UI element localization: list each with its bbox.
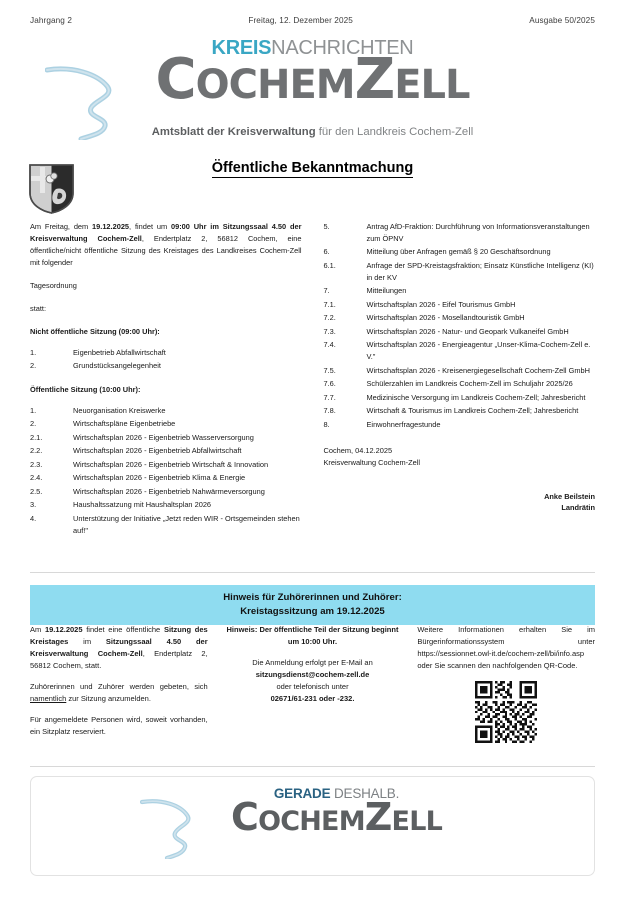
agenda-item [30, 360, 302, 372]
notice-phone-number: 02671/61-231 oder -232. [270, 694, 355, 703]
public-agenda-list-right [324, 221, 596, 431]
agenda-item-text: Wirtschaftsplan 2026 - Mosellandtouristik GmbH [366, 313, 525, 323]
notice-registration-paragraph: Zuhörerinnen und Zuhörer werden gebeten, sich namentlich zur Sitzung anzumelden. [30, 682, 208, 703]
ad-deshalb-text: DESHALB. [333, 786, 400, 801]
ad-logo-ochem: OCHEM [258, 806, 365, 837]
agenda-item-number: 2.5. [30, 486, 43, 496]
notice-banner-line1: Hinweis für Zuhörerinnen und Zuhörer: [223, 592, 402, 603]
ad-logo-ell: ELL [391, 806, 442, 837]
logo-c: C [155, 47, 196, 112]
agenda-item-text: Einwohnerfragestunde [366, 419, 441, 429]
agenda-item-text: Wirtschaftspläne Eigenbetriebe [73, 419, 176, 429]
signature-block [324, 445, 596, 469]
agenda-item-number: 7.5. [323, 365, 336, 375]
agenda-item-number: 2.3. [30, 459, 43, 469]
signatory-role: Landrätin [561, 502, 595, 512]
logo-ell: ELL [394, 62, 470, 108]
agenda-item-text: Wirtschaftsplan 2026 - Eifel Tourismus GmbH [366, 299, 516, 309]
agenda-item-text: Wirtschaftsplan 2026 - Eigenbetrieb Abfallwirtschaft [73, 446, 242, 456]
agenda-item [324, 419, 596, 431]
agenda-item-text: Wirtschaftsplan 2026 - Kreisenergiegesellschaft Cochem-Zell GmbH [366, 365, 590, 375]
agenda-item [30, 499, 302, 511]
issue-date: Freitag, 12. Dezember 2025 [248, 16, 353, 25]
agenda-item-text: Wirtschaft & Tourismus im Landkreis Cochem-Zell; Jahresbericht [366, 406, 579, 416]
ad-gerade-word: GERADE [273, 786, 331, 801]
agenda-item-text: Unterstützung der Initiative „Jetzt reden WIR - Ortsgemeinden stehen auf!" [73, 513, 300, 535]
notice-column-3 [417, 624, 595, 743]
agenda-item [324, 326, 596, 338]
ad-logo-c: C [231, 795, 259, 839]
statt-word: statt: [30, 303, 47, 313]
notice-email-intro: Die Anmeldung erfolgt per E-Mail an [252, 658, 373, 667]
agenda-item-text: Anfrage der SPD-Kreistagsfraktion; Einsatz Künstliche Intelligenz (KI) in der KV [366, 260, 594, 282]
notice-session-paragraph: Am 19.12.2025 findet eine öffentliche Sitzung des Kreistages im Sitzungssaal 4.50 der Kreisverwaltung Cochem-Zell, Endertplatz 2, 56812 Cochem, statt. [30, 625, 208, 670]
advertisement-logo [0, 786, 625, 870]
agenda-item-number: 2. [30, 361, 37, 371]
agenda-item-text: Wirtschaftsplan 2026 - Natur- und Geopark Vulkaneifel GmbH [366, 326, 569, 336]
agenda-item [30, 418, 302, 430]
agenda-item-number: 7.2. [323, 313, 336, 323]
subtitle-bold: Amtsblatt der Kreisverwaltung [151, 126, 316, 138]
agenda-item [30, 405, 302, 417]
signature-name-block [324, 491, 596, 513]
section-divider [30, 572, 595, 573]
qr-code-icon [475, 681, 537, 743]
spacer [30, 374, 302, 384]
agenda-item-number: 1. [30, 405, 37, 415]
agenda-item [324, 405, 596, 417]
notice-columns [30, 624, 595, 743]
agenda-item [30, 486, 302, 498]
agenda-item-text: Wirtschaftsplan 2026 - Eigenbetrieb Wirtschaft & Innovation [73, 459, 269, 469]
subtitle-rest: für den Landkreis Cochem-Zell [315, 126, 474, 138]
agenda-item-number: 7.8. [323, 406, 336, 416]
agenda-item-text: Schülerzahlen im Landkreis Cochem-Zell im Schuljahr 2025/26 [366, 379, 573, 389]
agenda-item-text: Mitteilung über Anfragen gemäß § 20 Geschäftsordnung [366, 247, 551, 257]
signature-authority: Kreisverwaltung Cochem-Zell [323, 457, 421, 467]
notice-email-address: sitzungsdienst@cochem-zell.de [255, 670, 370, 679]
agenda-item [324, 221, 596, 245]
agenda-item-text: Wirtschaftsplan 2026 - Eigenbetrieb Klima & Energie [73, 473, 246, 483]
agenda-item [324, 246, 596, 258]
agenda-item [30, 445, 302, 457]
agenda-item [324, 392, 596, 404]
issue-number: Ausgabe 50/2025 [529, 16, 595, 25]
nonpublic-session-title: Nicht öffentliche Sitzung (09:00 Uhr): [30, 326, 160, 336]
agenda-item-number: 7.1. [323, 299, 336, 309]
agenda-item [324, 312, 596, 324]
agenda-column-right [324, 221, 596, 538]
agenda-item-number: 3. [30, 500, 37, 510]
agenda-item [30, 432, 302, 444]
notice-column-2 [224, 624, 402, 743]
agenda-item-text: Haushaltssatzung mit Haushaltsplan 2026 [73, 500, 212, 510]
notice-banner-line2: Kreistagssitzung am 19.12.2025 [240, 605, 385, 617]
agenda-item [30, 472, 302, 484]
agenda-item-text: Eigenbetrieb Abfallwirtschaft [73, 347, 166, 357]
kreis-word: KREIS [211, 37, 272, 59]
agenda-item [324, 299, 596, 311]
agenda-item-number: 8. [323, 419, 330, 429]
agenda-item-number: 2.2. [30, 446, 43, 456]
agenda-item-number: 2.4. [30, 473, 43, 483]
agenda-item-text: Grundstücksangelegenheit [73, 361, 161, 371]
agenda-item-number: 7.7. [323, 392, 336, 402]
logo-ochem: OCHEM [195, 62, 355, 108]
agenda-item-number: 5. [323, 222, 330, 231]
agenda-item [30, 513, 302, 537]
agenda-item-number: 1. [30, 347, 37, 357]
nonpublic-agenda-list [30, 347, 302, 372]
public-agenda-list-left [30, 405, 302, 537]
notice-seat-paragraph: Für angemeldete Personen wird, soweit vorhanden, ein Sitzplatz reserviert. [30, 715, 208, 736]
agenda-item-number: 7.4. [323, 340, 336, 350]
agenda-item [324, 339, 596, 363]
agenda-item-number: 7.6. [323, 379, 336, 389]
agenda-item-number: 4. [30, 513, 37, 523]
public-session-title: Öffentliche Sitzung (10:00 Uhr): [30, 384, 141, 394]
masthead-topline [30, 16, 595, 25]
ad-logo-z: Z [364, 795, 392, 839]
nachrichten-word: NACHRICHTEN [271, 37, 414, 59]
notice-start-time-hint: Hinweis: Der öffentliche Teil der Sitzung beginnt um 10:00 Uhr. [226, 625, 399, 646]
agenda-columns [30, 221, 595, 538]
agenda-item-text: Medizinische Versorgung im Landkreis Cochem-Zell; Jahresbericht [366, 392, 586, 402]
agenda-item-text: Wirtschaftsplan 2026 - Energieagentur „Unser-Klima-Cochem-Zell e. V." [366, 340, 591, 362]
signature-place-date: Cochem, 04.12.2025 [323, 445, 393, 455]
notice-column-1 [30, 624, 208, 743]
ad-cochemzell-wordmark [0, 795, 625, 839]
signatory-name: Anke Beilstein [544, 491, 595, 501]
notice-contact-block [224, 657, 402, 705]
agenda-item [324, 378, 596, 390]
agenda-item-number: 6. [323, 247, 330, 257]
agenda-item-text: Wirtschaftsplan 2026 - Eigenbetrieb Wasserversorgung [73, 432, 254, 442]
agenda-item [324, 285, 596, 297]
agenda-item-number: 7. [323, 286, 330, 296]
agenda-item-number: 6.1. [323, 260, 336, 270]
page-title: Öffentliche Bekanntmachung [211, 160, 414, 176]
agenda-item-number: 2. [30, 419, 37, 429]
agenda-item [30, 347, 302, 359]
agenda-column-left [30, 221, 302, 538]
agenda-item [30, 459, 302, 471]
agenda-item-text: Neuorganisation Kreiswerke [73, 405, 166, 415]
volume-label: Jahrgang 2 [30, 16, 72, 25]
notice-banner [30, 585, 595, 625]
intro-paragraph: Am Freitag, dem 19.12.2025, findet um 09:00 Uhr im Sitzungssaal 4.50 der Kreisverwaltung Cochem-Zell, Endertplatz 2, 56812 Cochem, eine öffentliche/nicht öffentliche Sitzung des Kreistages des Landkreises Cochem-Zell mit folgender [30, 222, 302, 267]
agenda-item-text: Wirtschaftsplan 2026 - Eigenbetrieb Nahwärmeversorgung [73, 486, 265, 496]
agenda-item-number: 2.1. [30, 432, 43, 442]
notice-more-info-paragraph: Weitere Informationen erhalten Sie im Bürgerinformationssystem unter https://sessionnet.owl-it.de/cochem-zell/bi/info.asp oder Sie scannen den nachfolgenden QR-Code. [417, 625, 596, 670]
agenda-item-text: Mitteilungen [366, 286, 407, 296]
agenda-item [324, 260, 596, 284]
agenda-item [324, 365, 596, 377]
agenda-item-number: 7.3. [323, 326, 336, 336]
agenda-item-text: Antrag AfD-Fraktion: Durchführung von Informationsveranstaltungen zum ÖPNV [366, 222, 590, 243]
logo-z: Z [354, 47, 395, 112]
masthead-logo [0, 36, 625, 148]
masthead-subtitle [0, 126, 625, 138]
notice-phone-intro: oder telefonisch unter [276, 682, 349, 691]
tagesordnung-word: Tagesordnung [30, 280, 77, 290]
section-divider [30, 766, 595, 767]
